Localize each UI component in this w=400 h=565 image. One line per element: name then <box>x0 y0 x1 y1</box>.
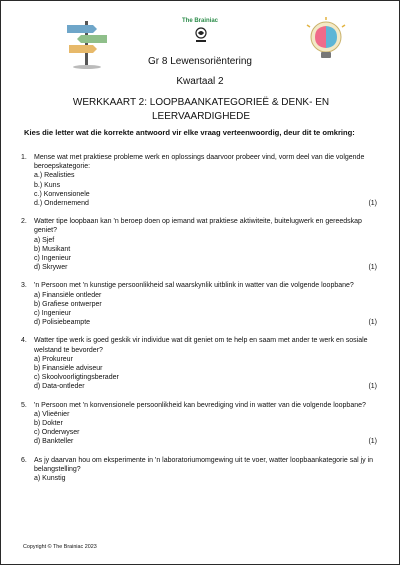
subject-heading: Gr 8 Lewensoriëntering <box>148 56 252 67</box>
answer-option[interactable]: d) Data-ontleder <box>34 383 85 391</box>
answer-option[interactable]: a) Prokureur <box>34 355 73 363</box>
question-4 <box>21 336 377 391</box>
answer-option[interactable]: a) Kunstig <box>34 475 66 483</box>
brand-name: The Brainiac <box>181 18 218 24</box>
answer-option[interactable]: c.) Konvensionele <box>34 190 90 198</box>
question-5 <box>21 401 377 447</box>
answer-option[interactable]: a) Sjef <box>34 236 55 244</box>
copyright-footer: Copyright © The Brainiac 2023 <box>23 544 97 550</box>
answer-option[interactable]: a) Finansiële ontleder <box>34 291 102 299</box>
answer-option[interactable]: d) Bankteller <box>34 438 74 446</box>
question-text: As jy daarvan hou om eksperimente in 'n laboratoriumomgewing uit te voer, watter loopbaankategorie sal jy in belangstelling? <box>34 456 374 473</box>
answer-option[interactable]: d.) Ondernemend <box>34 200 89 208</box>
question-number: 6. <box>21 456 27 464</box>
answer-option[interactable]: c) Ingenieur <box>34 255 71 263</box>
question-text: Watter tipe werk is goed geskik vir individue wat dit geniet om te help en saam met ander te werk en sosiale welstand te bevorder? <box>34 337 368 354</box>
answer-option[interactable]: c) Onderwyser <box>34 429 80 437</box>
answer-option[interactable]: b) Dokter <box>34 420 63 428</box>
question-text: 'n Persoon met 'n kunstige persoonlikheid sal waarskynlik uitblink in watter van die volgende loopbane? <box>34 282 354 290</box>
question-text: Watter tipe loopbaan kan 'n beroep doen op iemand wat praktiese aktiwiteite, buitelugwerk en gereedskap geniet? <box>34 218 362 235</box>
question-6 <box>21 456 377 484</box>
mark-allocation: (1) <box>368 383 377 391</box>
mark-allocation: (1) <box>368 264 377 272</box>
answer-option[interactable]: b) Grafiese ontwerper <box>34 300 102 308</box>
term-heading: Kwartaal 2 <box>176 76 224 87</box>
question-text: Mense wat met praktiese probleme werk en oplossings daarvoor probeer vind, vorm deel van die volgende beroepskategorie: <box>34 154 365 171</box>
question-number: 1. <box>21 154 27 161</box>
answer-option[interactable]: c) Skoolvoorligtingsberader <box>34 374 119 382</box>
question-number: 2. <box>21 218 27 226</box>
instruction-text: Kies die letter wat die korrekte antwoord vir elke vraag verteenwoordig, deur dit te omkring: <box>24 128 355 137</box>
mark-allocation: (1) <box>368 319 377 327</box>
answer-option[interactable]: a.) Realisties <box>34 172 75 180</box>
answer-option[interactable]: a) Vlieënier <box>34 410 70 418</box>
answer-option[interactable]: b) Musikant <box>34 245 71 253</box>
answer-option[interactable]: d) Polisiebeampte <box>34 319 91 327</box>
question-1 <box>21 153 377 208</box>
mark-allocation: (1) <box>368 438 377 446</box>
question-text: 'n Persoon met 'n konvensionele persoonlikheid kan bevrediging vind in watter van die volgende loopbane? <box>34 401 366 409</box>
question-number: 3. <box>21 282 27 290</box>
answer-option[interactable]: d) Skrywer <box>34 264 68 272</box>
question-number: 4. <box>21 337 27 345</box>
answer-option[interactable]: c) Ingenieur <box>34 310 71 318</box>
title-line-2: LEERVAARDIGHEDE <box>152 111 250 122</box>
question-number: 5. <box>21 401 27 409</box>
question-2 <box>21 217 377 272</box>
question-list <box>21 153 377 492</box>
answer-option[interactable]: b.) Kuns <box>34 181 61 189</box>
mark-allocation: (1) <box>368 200 377 208</box>
title-line-1: WERKKAART 2: LOOPBAANKATEGORIEË & DENK- EN <box>72 97 330 108</box>
answer-option[interactable]: b) Finansiële adviseur <box>34 365 103 373</box>
question-3 <box>21 281 377 327</box>
worksheet-title <box>41 96 361 124</box>
brainiac-logo-icon <box>191 26 211 44</box>
